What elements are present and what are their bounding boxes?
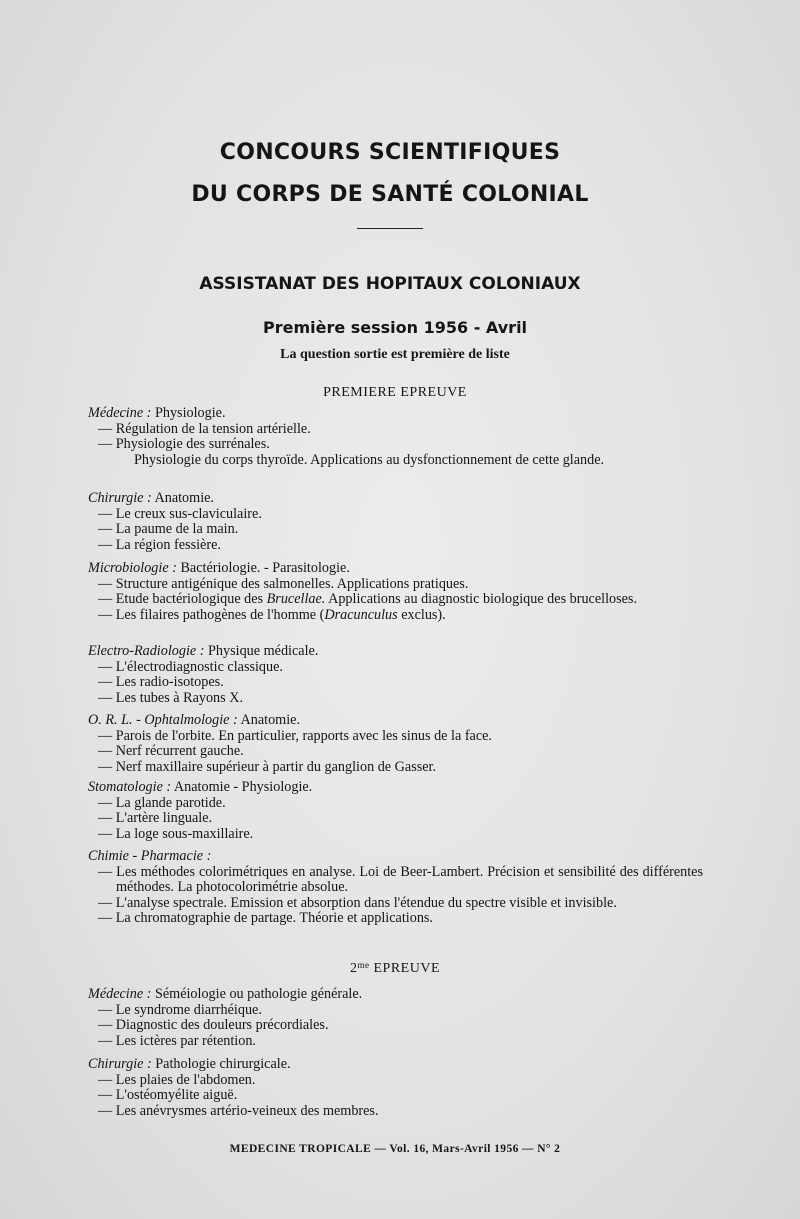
section-head (88, 644, 703, 660)
section-head-topic: Anatomie. (237, 712, 301, 728)
list-item: — L'analyse spectrale. Emission et absorption dans l'étendue du spectre visible et invisible. (98, 894, 617, 911)
list-item: — Le creux sus-claviculaire. (98, 505, 262, 522)
list-item: — Structure antigénique des salmonelles. Applications pratiques. (98, 575, 469, 592)
page-title-line1: CONCOURS SCIENTIFIQUES (219, 140, 561, 165)
section-head-label: Electro-Radiologie : (88, 643, 205, 659)
list-item: — L'ostéomyélite aiguë. (98, 1087, 238, 1104)
section-head-label: Chimie - Pharmacie : (88, 848, 212, 864)
list-item: — Les radio-isotopes. (98, 674, 224, 691)
list-item: — La paume de la main. (98, 521, 239, 538)
list-item: — Régulation de la tension artérielle. (98, 420, 311, 437)
section-head-topic: Physiologie. (151, 405, 226, 421)
list-item: — Physiologie des surrénales. (98, 436, 270, 453)
list-item: — La loge sous-maxillaire. (98, 825, 254, 842)
title-divider (357, 228, 423, 229)
list-item: — Les tubes à Rayons X. (98, 689, 244, 706)
section-head (88, 780, 703, 796)
section-head (88, 491, 703, 507)
list-item: — Le syndrome diarrhéique. (98, 1001, 262, 1018)
list-item: — La chromatographie de partage. Théorie et applications. (98, 910, 433, 927)
list-item (88, 592, 703, 608)
section-stomatologie (88, 780, 703, 842)
list-item: — Les ictères par rétention. (98, 1032, 256, 1049)
list-item-italic: Dracunculus (324, 606, 398, 623)
list-item (88, 608, 703, 624)
list-item: Physiologie du corps thyroïde. Applications au dysfonctionnement de cette glande. (134, 451, 605, 468)
section-chirurgie-2 (88, 1057, 703, 1119)
section-head (88, 849, 703, 865)
list-item-text: — Etude bactériologique des (98, 591, 267, 608)
section-head-topic: Physique médicale. (204, 643, 319, 659)
list-item: — Nerf récurrent gauche. (98, 743, 244, 760)
list-item: — Parois de l'orbite. En particulier, rapports avec les sinus de la face. (98, 727, 492, 744)
section-head-label: Chirurgie : (88, 490, 152, 506)
session-note: La question sortie est première de liste (280, 347, 510, 362)
page-footer: MEDECINE TROPICALE — Vol. 16, Mars-Avril 1956 — N° 2 (229, 1143, 561, 1155)
section-chirurgie (88, 491, 703, 553)
section-head-topic: Séméiologie ou pathologie générale. (151, 986, 363, 1002)
list-item: — L'artère linguale. (98, 810, 213, 827)
section-head-label: Médecine : (88, 986, 152, 1002)
section-head (88, 406, 703, 422)
epreuve-word: EPREUVE (369, 961, 440, 976)
epreuve-heading-2 (0, 960, 790, 977)
section-microbiologie (88, 561, 703, 623)
list-item-text: Applications au diagnostic biologique des brucelloses. (325, 591, 638, 608)
list-item: — Les méthodes colorimétriques en analyse. Loi de Beer-Lambert. Précision et sensibilité des différentes méthodes. La photocolorimétrie absolue. (98, 863, 703, 896)
list-item: — Les anévrysmes artério-veineux des membres. (98, 1102, 379, 1119)
section-head-label: Stomatologie : (88, 779, 172, 795)
list-item-italic: Brucellae. (266, 591, 326, 608)
list-item: — Les plaies de l'abdomen. (98, 1071, 256, 1088)
list-item: — La région fessière. (98, 536, 221, 553)
epreuve-number: 2 (350, 961, 358, 976)
section-subtitle: ASSISTANAT DES HOPITAUX COLONIAUX (199, 274, 581, 294)
section-medecine (88, 406, 703, 468)
section-head (88, 713, 703, 729)
section-head-label: Microbiologie : (88, 560, 177, 576)
list-item: — La glande parotide. (98, 794, 226, 811)
section-head-label: Médecine : (88, 405, 152, 421)
section-head-topic: Bactériologie. - Parasitologie. (176, 560, 350, 576)
epreuve-heading-1: PREMIERE EPREUVE (323, 385, 467, 400)
epreuve-ordinal: me (357, 960, 370, 970)
list-item-text: — Les filaires pathogènes de l'homme ( (98, 606, 325, 623)
section-head-label: Chirurgie : (88, 1056, 152, 1072)
section-electro-radiologie (88, 644, 703, 706)
list-item: — Nerf maxillaire supérieur à partir du ganglion de Gasser. (98, 758, 437, 775)
list-item: — L'électrodiagnostic classique. (98, 658, 283, 675)
section-head-topic: Anatomie - Physiologie. (171, 779, 313, 795)
section-head-topic: Pathologie chirurgicale. (151, 1056, 291, 1072)
session-heading: Première session 1956 - Avril (262, 318, 528, 337)
section-head-label: O. R. L. - Ophtalmologie : (88, 712, 238, 728)
section-head (88, 561, 703, 577)
section-orl-ophtalmologie (88, 713, 703, 775)
section-medecine-2 (88, 987, 703, 1049)
section-head (88, 987, 703, 1003)
list-item-text: exclus). (397, 606, 446, 623)
section-head-topic: Anatomie. (151, 490, 214, 506)
section-head (88, 1057, 703, 1073)
list-item: — Diagnostic des douleurs précordiales. (98, 1017, 329, 1034)
page-title-line2: DU CORPS DE SANTÉ COLONIAL (191, 182, 589, 207)
section-chimie-pharmacie (88, 849, 703, 927)
